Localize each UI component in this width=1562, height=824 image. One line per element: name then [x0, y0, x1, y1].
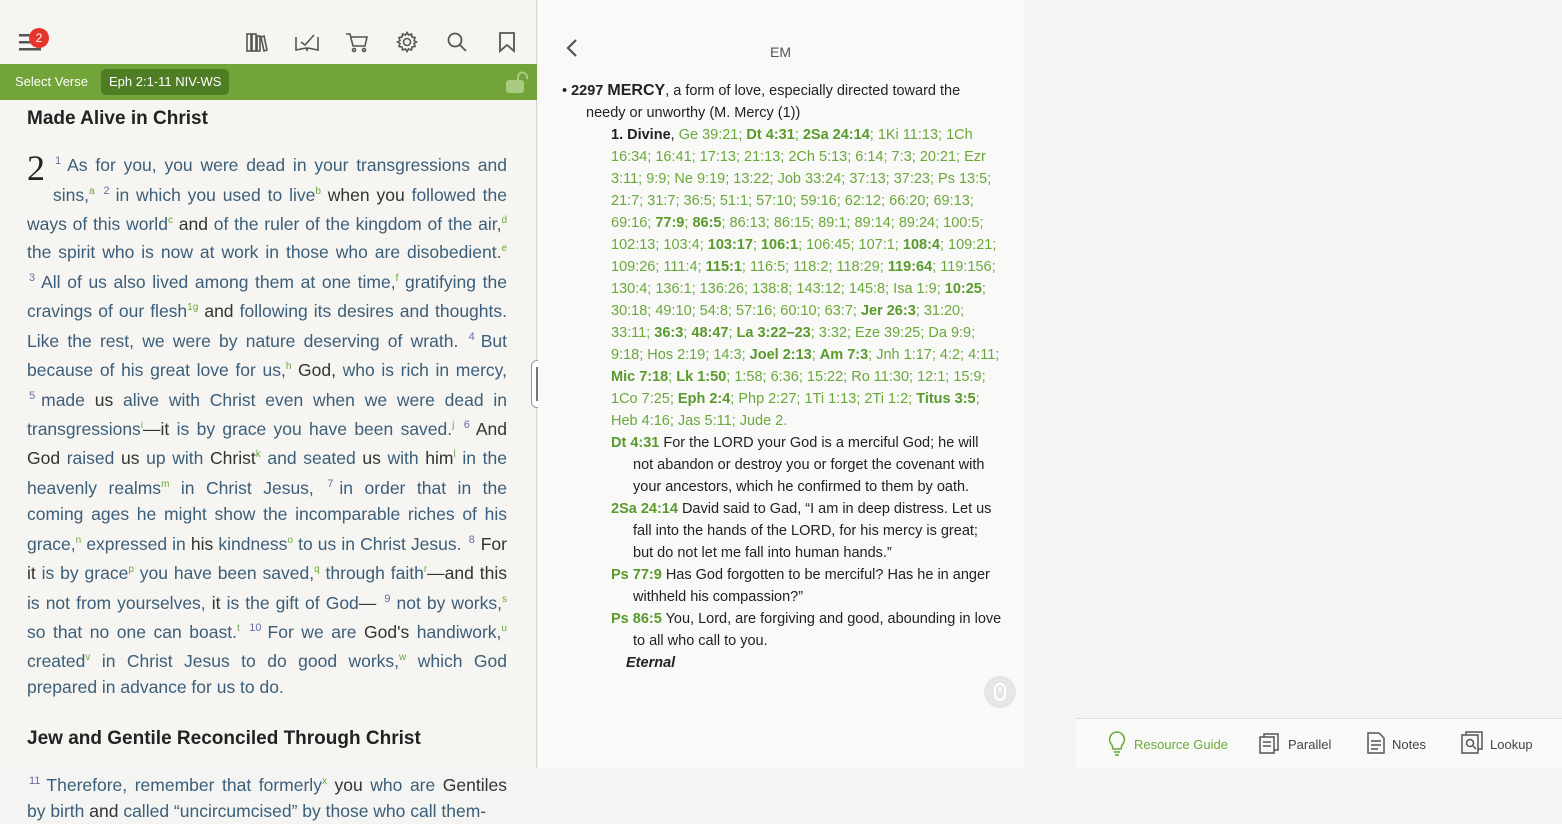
- entry-number: 2297: [571, 83, 604, 99]
- library-icon[interactable]: [243, 28, 271, 56]
- bible-text[interactable]: [27, 102, 507, 824]
- tab-lookup[interactable]: [1460, 731, 1533, 757]
- quote-block: Ps 86:5 You, Lord, are forgiving and good, abounding in love to all who call to you.: [611, 611, 1002, 649]
- tab-notes[interactable]: [1366, 731, 1426, 757]
- subsection-label: 1. Divine: [611, 127, 671, 143]
- settings-gear-icon[interactable]: [393, 28, 421, 56]
- store-cart-icon[interactable]: [343, 28, 371, 56]
- lightbulb-icon: [1106, 730, 1128, 759]
- reading-plan-icon[interactable]: [293, 28, 321, 56]
- bookmark-icon[interactable]: [493, 28, 521, 56]
- quote-block: Dt 4:31 For the LORD your God is a merciful God; he will not abandon or destroy you or forget the covenant with your ancestors, which he confirmed to them by oath.: [611, 435, 985, 495]
- tab-label: Parallel: [1288, 736, 1332, 752]
- entry-heading: • 2297 MERCY, a form of love, especially directed toward the needy or unworthy (M. Mercy (1)): [562, 82, 961, 121]
- back-chevron-icon[interactable]: [566, 38, 578, 64]
- bible-pane: [0, 0, 537, 821]
- quote-block: 2Sa 24:14 David said to Gad, “I am in deep distress. Let us fall into the hands of the LORD, for his mercy is great; but do not let me fall into human hands.”: [611, 501, 992, 561]
- parallel-icon: [1258, 732, 1282, 757]
- passage-reference-button[interactable]: Eph 2:1-11 NIV-WS: [101, 69, 229, 95]
- notification-badge: 2: [29, 28, 49, 48]
- passage-bar: [0, 64, 537, 100]
- entry-description: , a form of love, especially directed toward the needy or unworthy (M. Mercy (1)): [586, 83, 961, 121]
- bottom-tab-bar: [1076, 718, 1562, 768]
- scroll-to-top-button[interactable]: [984, 676, 1016, 708]
- unlock-icon[interactable]: [503, 71, 529, 98]
- resource-pane: [538, 0, 1533, 768]
- tab-label: Notes: [1392, 736, 1426, 752]
- chapter-number: 2: [27, 148, 45, 188]
- main-toolbar: [0, 22, 537, 64]
- subsection-eternal: Eternal: [626, 655, 676, 671]
- entry-title: MERCY: [607, 82, 666, 99]
- tab-resource-guide[interactable]: [1106, 731, 1228, 757]
- notes-icon: [1366, 731, 1386, 758]
- encyclopedia-entry[interactable]: [562, 80, 1002, 674]
- resource-title: EM: [770, 44, 791, 60]
- reference-list[interactable]: Ge 39:21; Dt 4:31; 2Sa 24:14; 1Ki 11:13; 1Ch 16:34; 16:41; 17:13; 21:13; 2Ch 5:13; 6:14; 7:3; 20:21; Ezr 3:11; 9:9; Ne 9:19; 13:22; Job 33:24; 37:13; 37:23; Ps 13:5; 21:7; 31:7; 36:5; 51:1; 57:10; 59:16; 62:12; 66:20; 69:13; 69:16; 77:9; 86:5; 86:13; 86:15; 89:1; 89:14; 89:24; 100:5; 102:13; 103:4; 103:17; 106:1; 106:45; 107:1; 108:4; 109:21; 109:26; 111:4; 115:1; 116:5; 118:2; 118:29; 119:64; 119:156; 130:4; 136:1; 136:26; 138:8; 143:12; 145:8; Isa 1:9; 10:25; 30:18; 49:10; 54:8; 57:16; 60:10; 63:7; Jer 26:3; 31:20; 33:11; 36:3; 48:47; La 3:22–23; 3:32; Eze 39:25; Da 9:9; 9:18; Hos 2:19; 14:3; Joel 2:13; Am 7:3; Jnh 1:17; 4:2; 4:11; Mic 7:18; Lk 1:50; 1:58; 6:36; 15:22; Ro 11:30; 12:1; 15:9; 1Co 7:25; Eph 2:4; Php 2:27; 1Ti 1:13; 2Ti 1:2; Titus 3:5; Heb 4:16; Jas 5:11; Jude 2.: [611, 127, 1000, 429]
- entry-subsection: 1. Divine, Ge 39:21; Dt 4:31; 2Sa 24:14; 1Ki 11:13; 1Ch 16:34; 16:41; 17:13; 21:13; 2Ch 5:13; 6:14; 7:3; 20:21; Ezr 3:11; 9:9; Ne 9:19; 13:22; Job 33:24; 37:13; 37:23; Ps 13:5; 21:7; 31:7; 36:5; 51:1; 57:10; 59:16; 62:12; 66:20; 69:13; 69:16; 77:9; 86:5; 86:13; 86:15; 89:1; 89:14; 89:24; 100:5; 102:13; 103:4; 103:17; 106:1; 106:45; 107:1; 108:4; 109:21; 109:26; 111:4; 115:1; 116:5; 118:2; 118:29; 119:64; 119:156; 130:4; 136:1; 136:26; 138:8; 143:12; 145:8; Isa 1:9; 10:25; 30:18; 49:10; 54:8; 57:16; 60:10; 63:7; Jer 26:3; 31:20; 33:11; 36:3; 48:47; La 3:22–23; 3:32; Eze 39:25; Da 9:9; 9:18; Hos 2:19; 14:3; Joel 2:13; Am 7:3; Jnh 1:17; 4:2; 4:11; Mic 7:18; Lk 1:50; 1:58; 6:36; 15:22; Ro 11:30; 12:1; 15:9; 1Co 7:25; Eph 2:4; Php 2:27; 1Ti 1:13; 2Ti 1:2; Titus 3:5; Heb 4:16; Jas 5:11; Jude 2.: [611, 127, 1000, 429]
- tab-parallel[interactable]: [1258, 731, 1331, 757]
- tab-label: Lookup: [1490, 736, 1533, 752]
- section-heading: Made Alive in Christ: [27, 108, 208, 129]
- passage-paragraph: $^{11}$ Therefore, remember that formerly$^x$ you who are Gentiles by birth and called “uncircumcised” by those who call them-: [27, 774, 507, 821]
- select-verse-button[interactable]: Select Verse: [15, 74, 88, 89]
- lookup-icon: [1460, 731, 1484, 758]
- tab-label: Resource Guide: [1134, 736, 1228, 752]
- quote-block: Ps 77:9 Has God forgotten to be merciful? Has he in anger withheld his compassion?”: [611, 567, 990, 605]
- search-icon[interactable]: [443, 28, 471, 56]
- passage-paragraph: 2 $^1$ As for you, you were dead in your transgressions and sins,$^a$ $^2$ in which you used to live$^b$ when you followed the ways of this world$^c$ and of the ruler of the kingdom of the air,$^d$ the spirit who is now at work in those who are disobedient.$^e$ $^3$ All of us also lived among them at one time,$^f$ gratifying the cravings of our flesh$^{1g}$ and following its desires and thoughts. Like the rest, we were by nature deserving of wrath. $^4$ But because of his great love for us,$^h$ God, who is rich in mercy, $^5$ made us alive with Christ even when we were dead in transgressions$^i$—it is by grace you have been saved.$^j$ $^6$ And God raised us up with Christ$^k$ and seated us with him$^l$ in the heavenly realms$^m$ in Christ Jesus, $^7$ in order that in the coming ages he might show the incomparable riches of his grace,$^n$ expressed in his kindness$^o$ to us in Christ Jesus. $^8$ For it is by grace$^p$ you have been saved,$^q$ through faith$^r$—and this is not from yourselves, it is the gift of God— $^9$ not by works,$^s$ so that no one can boast.$^t$ $^{10}$ For we are God's handiwork,$^u$ created$^v$ in Christ Jesus to do good works,$^w$ which God prepared in advance for us to do.: [27, 148, 508, 698]
- section-heading: Jew and Gentile Reconciled Through Christ: [27, 728, 421, 750]
